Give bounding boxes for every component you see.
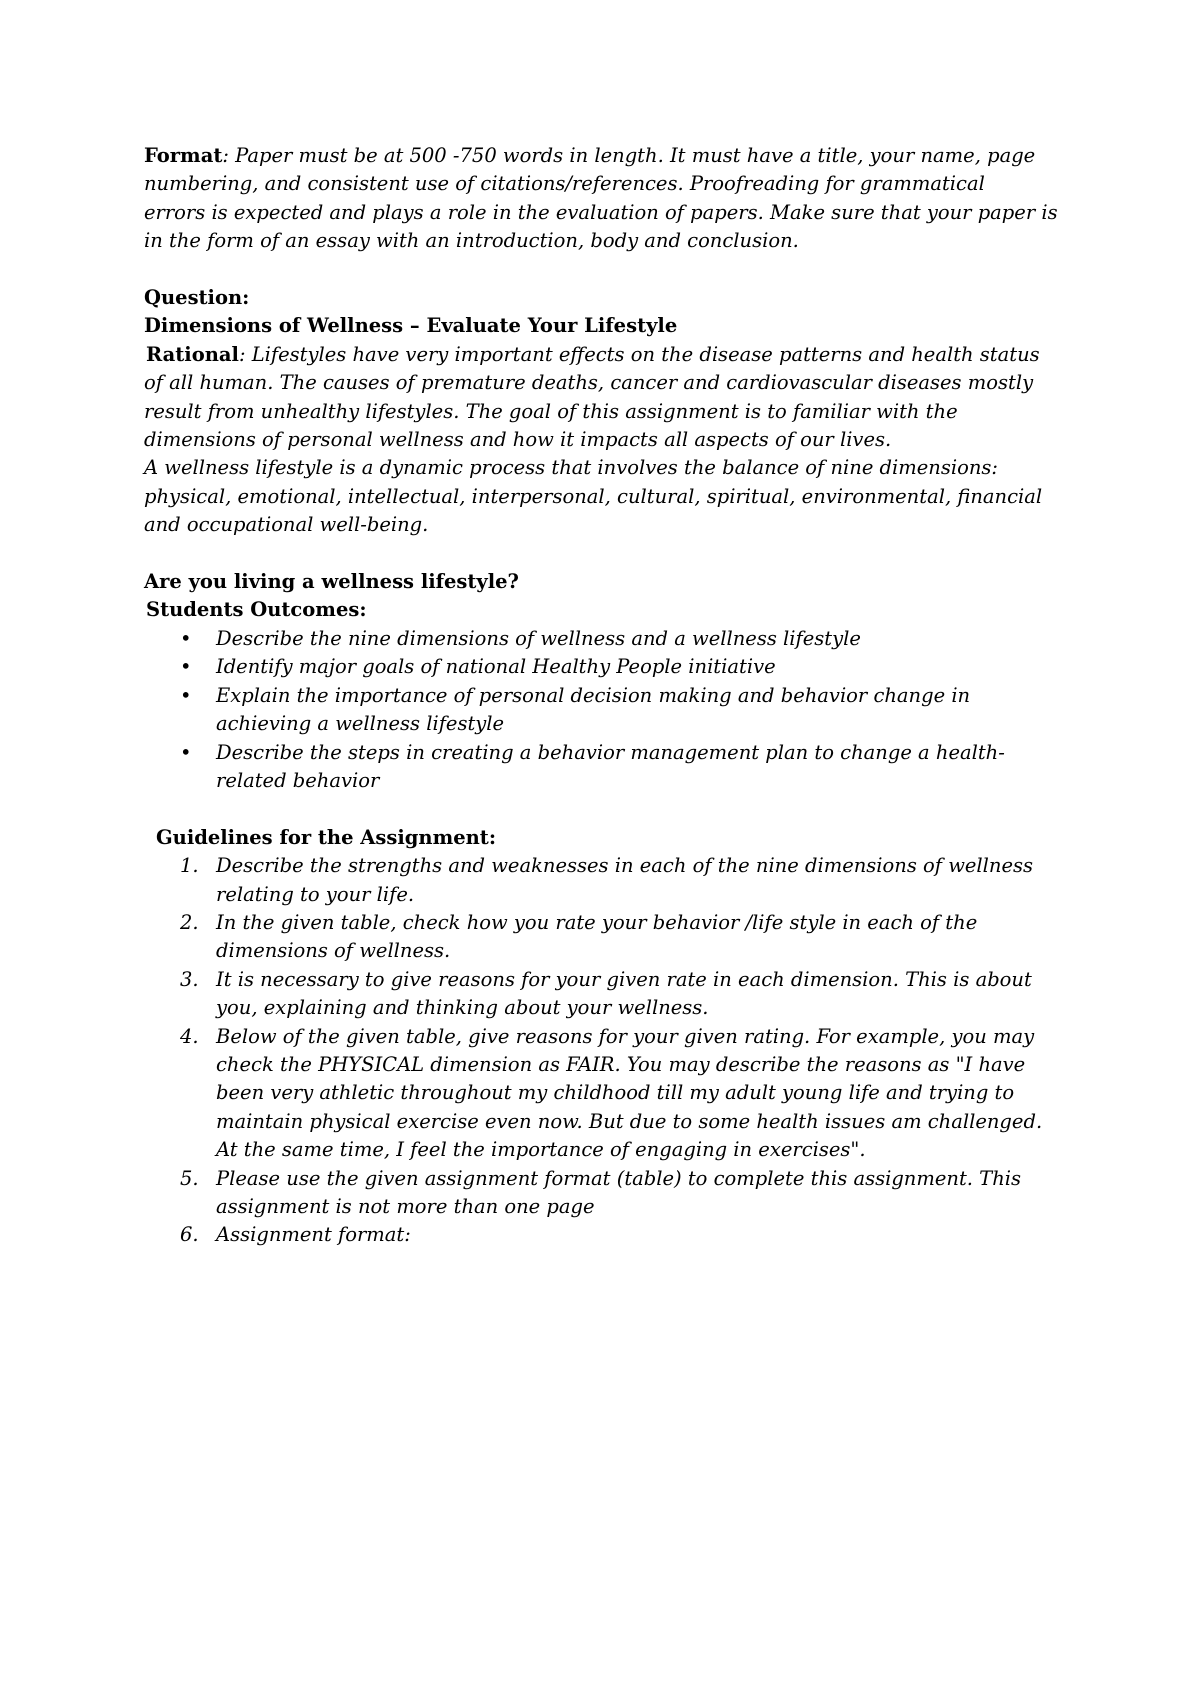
item-number: 1. (180, 854, 199, 878)
list-item-line: achieving a wellness lifestyle (216, 712, 505, 736)
item-number: 3. (180, 967, 199, 991)
list-item (144, 653, 1068, 681)
question-title: Dimensions of Wellness – Evaluate Your Lifestyle (144, 314, 678, 338)
list-item (144, 852, 1068, 909)
format-line-2: numbering, and consistent use of citations/references. Proofreading for grammatical (144, 172, 985, 196)
list-item-line: Below of the given table, give reasons for your given rating. For example, you may (216, 1024, 1035, 1048)
format-line-3: errors is expected and plays a role in the evaluation of papers. Make sure that your paper is (144, 200, 1058, 224)
item-number: 5. (180, 1166, 199, 1190)
document-page (144, 142, 1068, 1250)
list-item (144, 1023, 1068, 1165)
rational-paragraph (144, 341, 1068, 540)
list-item (144, 909, 1068, 966)
list-item (144, 625, 1068, 653)
rational-line-5: A wellness lifestyle is a dynamic process that involves the balance of nine dimensions: (144, 456, 998, 480)
format-text: : Paper must be at 500 -750 words in length. It must have a title, your name, page (222, 144, 1036, 167)
list-item-line: Explain the importance of personal decision making and behavior change in (216, 683, 971, 707)
list-item-line: At the same time, I feel the importance of engaging in exercises". (216, 1138, 866, 1162)
list-item (144, 1165, 1068, 1222)
list-item-line: dimensions of wellness. (216, 939, 451, 963)
bullet-marker: • (180, 626, 192, 650)
rational-text: : Lifestyles have very important effects on the disease patterns and health status (238, 342, 1040, 366)
list-item-line: Describe the strengths and weaknesses in each of the nine dimensions of wellness (216, 854, 1034, 878)
list-item-line: Describe the steps in creating a behavior management plan to change a health- (216, 740, 1005, 764)
list-item (144, 966, 1068, 1023)
rational-line-7: and occupational well-being. (144, 513, 429, 537)
list-item-line: check the PHYSICAL dimension as FAIR. You may describe the reasons as "I have (216, 1052, 1026, 1076)
outcomes-list (144, 625, 1068, 795)
list-item-line: relating to your life. (216, 882, 415, 906)
rational-line-2: of all human. The causes of premature deaths, cancer and cardiovascular diseases mostly (144, 371, 1034, 395)
guidelines-heading: Guidelines for the Assignment: (156, 825, 497, 849)
rational-label: Rational (146, 342, 239, 366)
list-item (144, 682, 1068, 739)
spacer (144, 256, 1068, 284)
rational-line-1 (144, 341, 1068, 369)
list-item-line: Identify major goals of national Healthy People initiative (216, 655, 776, 679)
format-line-1 (144, 142, 1068, 170)
list-item-line: related behavior (216, 768, 380, 792)
bullet-marker: • (180, 655, 192, 679)
bullet-marker: • (180, 683, 192, 707)
item-number: 2. (180, 910, 199, 934)
outcomes-question: Are you living a wellness lifestyle? (144, 570, 519, 594)
item-number: 4. (180, 1024, 199, 1048)
list-item-line: been very athletic throughout my childhood till my adult young life and trying to (216, 1081, 1015, 1105)
outcomes-heading: Students Outcomes: (146, 598, 367, 622)
list-item-line: Please use the given assignment format (table) to complete this assignment. This (216, 1166, 1021, 1190)
format-paragraph (144, 142, 1068, 256)
list-item (144, 739, 1068, 796)
list-item-line: In the given table, check how you rate your behavior /life style in each of the (216, 910, 978, 934)
rational-line-3: result from unhealthy lifestyles. The goal of this assignment is to familiar with the (144, 399, 958, 423)
format-line-4: in the form of an essay with an introduction, body and conclusion. (144, 229, 799, 253)
list-item-line: Describe the nine dimensions of wellness and a wellness lifestyle (216, 626, 861, 650)
item-number: 6. (180, 1223, 199, 1247)
guidelines-list (144, 852, 1068, 1250)
list-item (144, 1221, 1068, 1249)
list-item-line: maintain physical exercise even now. But due to some health issues am challenged. (216, 1109, 1043, 1133)
rational-line-4: dimensions of personal wellness and how it impacts all aspects of our lives. (144, 428, 892, 452)
list-item-line: It is necessary to give reasons for your given rate in each dimension. This is about (216, 967, 1032, 991)
rational-line-6: physical, emotional, intellectual, interpersonal, cultural, spiritual, environmental, financial (144, 484, 1043, 508)
spacer (144, 795, 1068, 823)
bullet-marker: • (180, 740, 192, 764)
list-item-line: Assignment format: (216, 1223, 411, 1247)
spacer (144, 540, 1068, 568)
question-label: Question: (144, 286, 250, 310)
list-item-line: assignment is not more than one page (216, 1194, 595, 1218)
list-item-line: you, explaining and thinking about your wellness. (216, 996, 709, 1020)
format-label: Format (144, 144, 223, 167)
